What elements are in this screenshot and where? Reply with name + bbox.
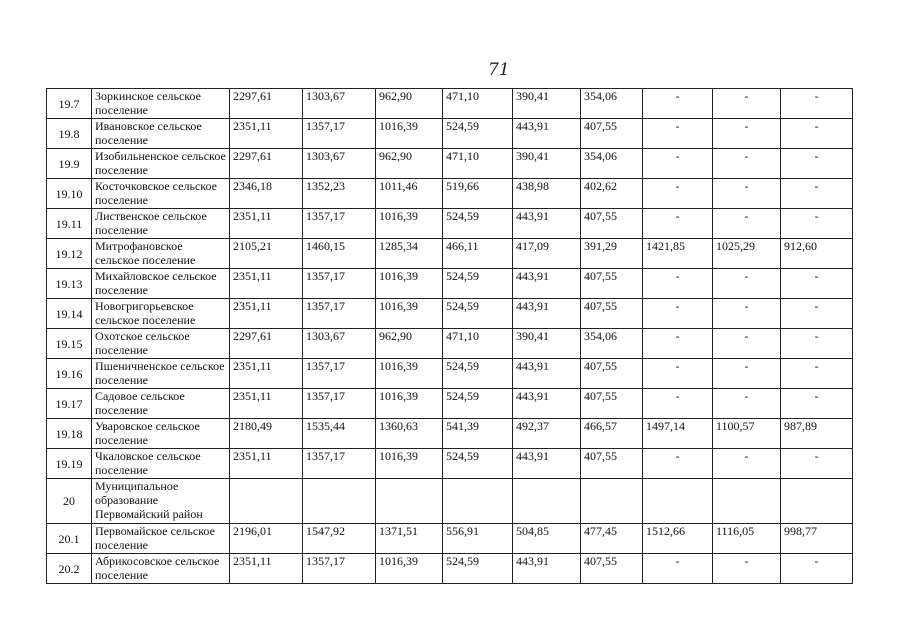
value-cell: 524,59 bbox=[443, 449, 513, 479]
value-cell: 417,09 bbox=[513, 239, 581, 269]
row-number: 19.11 bbox=[47, 209, 92, 239]
value-cell: 1303,67 bbox=[303, 329, 376, 359]
value-cell: - bbox=[713, 329, 781, 359]
value-cell bbox=[376, 479, 443, 524]
value-cell: 402,62 bbox=[581, 179, 643, 209]
value-cell: 1016,39 bbox=[376, 554, 443, 584]
value-cell: - bbox=[713, 449, 781, 479]
table-row bbox=[47, 524, 853, 554]
settlement-name: Зоркинское сельское поселение bbox=[92, 89, 230, 119]
row-number: 19.16 bbox=[47, 359, 92, 389]
value-cell bbox=[303, 479, 376, 524]
value-cell: 1352,23 bbox=[303, 179, 376, 209]
value-cell: 1016,39 bbox=[376, 269, 443, 299]
value-cell: 443,91 bbox=[513, 359, 581, 389]
row-number: 20 bbox=[47, 479, 92, 524]
settlement-name: Уваровское сельское поселение bbox=[92, 419, 230, 449]
value-cell: 354,06 bbox=[581, 329, 643, 359]
value-cell: 519,66 bbox=[443, 179, 513, 209]
value-cell: - bbox=[713, 299, 781, 329]
settlement-name: Михайловское сельское поселение bbox=[92, 269, 230, 299]
value-cell: 1371,51 bbox=[376, 524, 443, 554]
value-cell: - bbox=[643, 329, 713, 359]
value-cell: 443,91 bbox=[513, 554, 581, 584]
table-row bbox=[47, 479, 853, 524]
table-row bbox=[47, 419, 853, 449]
row-number: 19.8 bbox=[47, 119, 92, 149]
value-cell: - bbox=[781, 554, 853, 584]
value-cell: 407,55 bbox=[581, 209, 643, 239]
row-number: 19.18 bbox=[47, 419, 92, 449]
value-cell: - bbox=[643, 554, 713, 584]
row-number: 19.9 bbox=[47, 149, 92, 179]
value-cell: 443,91 bbox=[513, 449, 581, 479]
page-number: 71 bbox=[488, 60, 510, 80]
value-cell: 2297,61 bbox=[230, 89, 303, 119]
value-cell: - bbox=[713, 209, 781, 239]
value-cell: 541,39 bbox=[443, 419, 513, 449]
table-row bbox=[47, 179, 853, 209]
table-row bbox=[47, 239, 853, 269]
value-cell: 2105,21 bbox=[230, 239, 303, 269]
value-cell: 2180,49 bbox=[230, 419, 303, 449]
value-cell: 471,10 bbox=[443, 149, 513, 179]
value-cell: - bbox=[713, 119, 781, 149]
value-cell: 962,90 bbox=[376, 149, 443, 179]
value-cell: - bbox=[643, 149, 713, 179]
value-cell: 354,06 bbox=[581, 89, 643, 119]
value-cell: - bbox=[781, 359, 853, 389]
value-cell: 1357,17 bbox=[303, 269, 376, 299]
value-cell: 477,45 bbox=[581, 524, 643, 554]
table-row bbox=[47, 149, 853, 179]
value-cell: 1357,17 bbox=[303, 554, 376, 584]
table-row bbox=[47, 299, 853, 329]
value-cell: 2297,61 bbox=[230, 149, 303, 179]
value-cell: 390,41 bbox=[513, 89, 581, 119]
value-cell: 466,57 bbox=[581, 419, 643, 449]
settlement-name: Абрикосовское сельское поселение bbox=[92, 554, 230, 584]
value-cell bbox=[513, 479, 581, 524]
value-cell: 407,55 bbox=[581, 389, 643, 419]
tariff-table bbox=[46, 88, 853, 584]
value-cell: 1016,39 bbox=[376, 119, 443, 149]
value-cell: 524,59 bbox=[443, 389, 513, 419]
row-number: 19.10 bbox=[47, 179, 92, 209]
value-cell: 524,59 bbox=[443, 269, 513, 299]
value-cell: - bbox=[643, 359, 713, 389]
value-cell: 524,59 bbox=[443, 554, 513, 584]
row-number: 19.7 bbox=[47, 89, 92, 119]
value-cell: 2351,11 bbox=[230, 209, 303, 239]
value-cell: - bbox=[713, 554, 781, 584]
value-cell: 1025,29 bbox=[713, 239, 781, 269]
value-cell: 1303,67 bbox=[303, 149, 376, 179]
value-cell: 2351,11 bbox=[230, 449, 303, 479]
value-cell: - bbox=[781, 89, 853, 119]
settlement-name: Ивановское сельское поселение bbox=[92, 119, 230, 149]
settlement-name: Садовое сельское поселение bbox=[92, 389, 230, 419]
settlement-name: Изобильненское сельское поселение bbox=[92, 149, 230, 179]
table-row bbox=[47, 119, 853, 149]
value-cell: - bbox=[643, 269, 713, 299]
row-number: 20.2 bbox=[47, 554, 92, 584]
value-cell: - bbox=[713, 389, 781, 419]
value-cell: - bbox=[781, 149, 853, 179]
value-cell: 407,55 bbox=[581, 299, 643, 329]
value-cell: 1016,39 bbox=[376, 449, 443, 479]
table-row bbox=[47, 89, 853, 119]
value-cell: 466,11 bbox=[443, 239, 513, 269]
value-cell: 443,91 bbox=[513, 269, 581, 299]
value-cell: 987,89 bbox=[781, 419, 853, 449]
value-cell: - bbox=[643, 299, 713, 329]
value-cell: 1357,17 bbox=[303, 359, 376, 389]
value-cell bbox=[643, 479, 713, 524]
value-cell: 2297,61 bbox=[230, 329, 303, 359]
value-cell: - bbox=[713, 149, 781, 179]
value-cell: - bbox=[643, 179, 713, 209]
value-cell: 1011,46 bbox=[376, 179, 443, 209]
value-cell: 407,55 bbox=[581, 359, 643, 389]
value-cell: - bbox=[643, 209, 713, 239]
value-cell: 407,55 bbox=[581, 269, 643, 299]
row-number: 19.15 bbox=[47, 329, 92, 359]
value-cell: 556,91 bbox=[443, 524, 513, 554]
value-cell: 354,06 bbox=[581, 149, 643, 179]
value-cell: 1100,57 bbox=[713, 419, 781, 449]
value-cell: 391,29 bbox=[581, 239, 643, 269]
row-number: 19.12 bbox=[47, 239, 92, 269]
value-cell: 2351,11 bbox=[230, 269, 303, 299]
value-cell: 1497,14 bbox=[643, 419, 713, 449]
row-number: 20.1 bbox=[47, 524, 92, 554]
settlement-name: Чкаловское сельское поселение bbox=[92, 449, 230, 479]
settlement-name: Новогригорьевское сельское поселение bbox=[92, 299, 230, 329]
value-cell: 1360,63 bbox=[376, 419, 443, 449]
value-cell: 407,55 bbox=[581, 449, 643, 479]
value-cell: - bbox=[781, 209, 853, 239]
table-row bbox=[47, 209, 853, 239]
table-row bbox=[47, 554, 853, 584]
value-cell: 524,59 bbox=[443, 299, 513, 329]
value-cell: 1357,17 bbox=[303, 389, 376, 419]
value-cell: 443,91 bbox=[513, 389, 581, 419]
value-cell: - bbox=[781, 449, 853, 479]
value-cell bbox=[713, 479, 781, 524]
value-cell: 1535,44 bbox=[303, 419, 376, 449]
value-cell: - bbox=[643, 449, 713, 479]
value-cell: 504,85 bbox=[513, 524, 581, 554]
value-cell: 1357,17 bbox=[303, 449, 376, 479]
value-cell: 1016,39 bbox=[376, 209, 443, 239]
table-row bbox=[47, 359, 853, 389]
value-cell: 492,37 bbox=[513, 419, 581, 449]
value-cell: 407,55 bbox=[581, 554, 643, 584]
value-cell: 1303,67 bbox=[303, 89, 376, 119]
table-row bbox=[47, 449, 853, 479]
value-cell: 443,91 bbox=[513, 209, 581, 239]
value-cell: 471,10 bbox=[443, 329, 513, 359]
value-cell bbox=[230, 479, 303, 524]
value-cell: 443,91 bbox=[513, 299, 581, 329]
settlement-name: Муниципальное образование Первомайский район bbox=[92, 479, 230, 524]
value-cell: 1460,15 bbox=[303, 239, 376, 269]
value-cell: 2351,11 bbox=[230, 554, 303, 584]
value-cell: 1512,66 bbox=[643, 524, 713, 554]
value-cell: - bbox=[713, 89, 781, 119]
value-cell: - bbox=[643, 119, 713, 149]
value-cell: 1016,39 bbox=[376, 389, 443, 419]
value-cell: - bbox=[781, 269, 853, 299]
settlement-name: Пшеничненское сельское поселение bbox=[92, 359, 230, 389]
settlement-name: Косточковское сельское поселение bbox=[92, 179, 230, 209]
value-cell: 2351,11 bbox=[230, 119, 303, 149]
value-cell: 1421,85 bbox=[643, 239, 713, 269]
settlement-name: Митрофановское сельское поселение bbox=[92, 239, 230, 269]
value-cell: 471,10 bbox=[443, 89, 513, 119]
value-cell bbox=[581, 479, 643, 524]
value-cell: 1116,05 bbox=[713, 524, 781, 554]
row-number: 19.13 bbox=[47, 269, 92, 299]
value-cell: 2351,11 bbox=[230, 359, 303, 389]
row-number: 19.19 bbox=[47, 449, 92, 479]
value-cell: - bbox=[781, 179, 853, 209]
value-cell: 2346,18 bbox=[230, 179, 303, 209]
value-cell: - bbox=[713, 359, 781, 389]
value-cell: 2196,01 bbox=[230, 524, 303, 554]
value-cell: 998,77 bbox=[781, 524, 853, 554]
value-cell: 1016,39 bbox=[376, 299, 443, 329]
value-cell: 390,41 bbox=[513, 149, 581, 179]
value-cell: 962,90 bbox=[376, 89, 443, 119]
value-cell: 407,55 bbox=[581, 119, 643, 149]
value-cell: - bbox=[713, 269, 781, 299]
value-cell bbox=[443, 479, 513, 524]
value-cell bbox=[781, 479, 853, 524]
value-cell: - bbox=[781, 299, 853, 329]
value-cell: 524,59 bbox=[443, 359, 513, 389]
settlement-name: Охотское сельское поселение bbox=[92, 329, 230, 359]
value-cell: 1357,17 bbox=[303, 299, 376, 329]
value-cell: 438,98 bbox=[513, 179, 581, 209]
table-row bbox=[47, 329, 853, 359]
value-cell: 2351,11 bbox=[230, 389, 303, 419]
settlement-name: Лиственское сельское поселение bbox=[92, 209, 230, 239]
value-cell: 1357,17 bbox=[303, 209, 376, 239]
value-cell: 524,59 bbox=[443, 209, 513, 239]
value-cell: 1285,34 bbox=[376, 239, 443, 269]
value-cell: - bbox=[643, 389, 713, 419]
value-cell: 390,41 bbox=[513, 329, 581, 359]
settlement-name: Первомайское сельское поселение bbox=[92, 524, 230, 554]
value-cell: - bbox=[643, 89, 713, 119]
value-cell: - bbox=[713, 179, 781, 209]
row-number: 19.17 bbox=[47, 389, 92, 419]
value-cell: 524,59 bbox=[443, 119, 513, 149]
value-cell: 1016,39 bbox=[376, 359, 443, 389]
value-cell: 443,91 bbox=[513, 119, 581, 149]
table-row bbox=[47, 389, 853, 419]
table-row bbox=[47, 269, 853, 299]
value-cell: 1357,17 bbox=[303, 119, 376, 149]
value-cell: 912,60 bbox=[781, 239, 853, 269]
value-cell: - bbox=[781, 119, 853, 149]
value-cell: - bbox=[781, 329, 853, 359]
row-number: 19.14 bbox=[47, 299, 92, 329]
value-cell: - bbox=[781, 389, 853, 419]
value-cell: 962,90 bbox=[376, 329, 443, 359]
value-cell: 2351,11 bbox=[230, 299, 303, 329]
value-cell: 1547,92 bbox=[303, 524, 376, 554]
